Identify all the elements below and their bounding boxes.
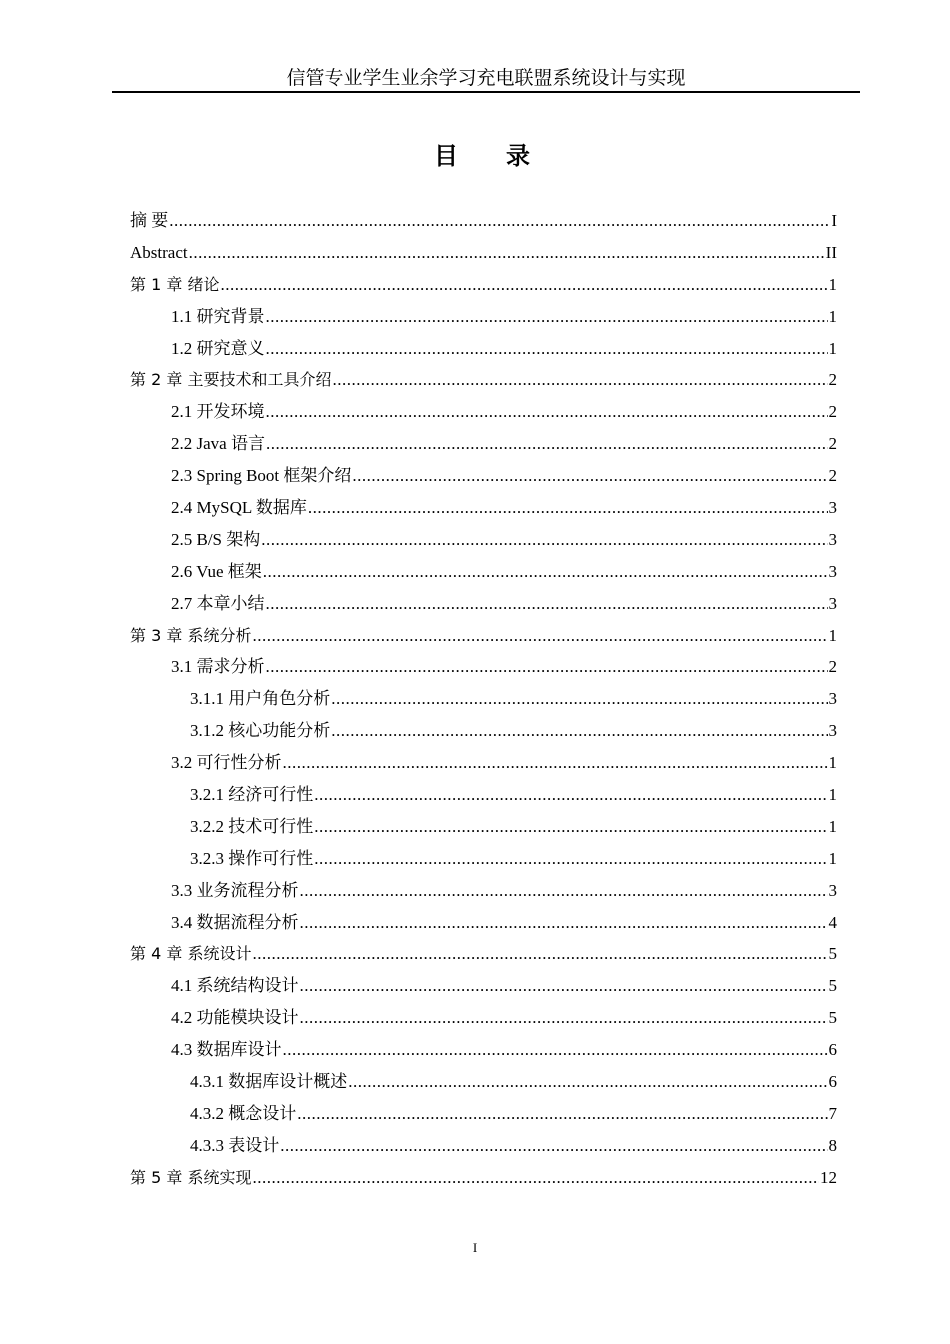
toc-entry[interactable] [130, 1100, 837, 1132]
toc-entry[interactable] [130, 398, 837, 430]
toc-entry-page: 12 [820, 1167, 837, 1187]
toc-entry-page: 5 [828, 944, 837, 964]
dot-leader [252, 940, 827, 968]
toc-entry-label: 3.1.1 用户角色分析 [190, 689, 331, 709]
toc-entry[interactable] [130, 303, 837, 335]
toc-entry-page: 8 [828, 1135, 837, 1155]
dot-leader [348, 1068, 827, 1096]
dot-leader [252, 622, 827, 650]
toc-entry-page: II [825, 242, 837, 262]
toc-entry[interactable] [130, 749, 837, 781]
table-of-contents [130, 207, 837, 1196]
toc-entry-label: 4.3 数据库设计 [171, 1040, 282, 1060]
dot-leader [220, 271, 827, 299]
toc-entry-label: 第 5 章 系统实现 [130, 1167, 252, 1187]
toc-entry-page: 6 [828, 1072, 837, 1092]
toc-entry-label: 第 1 章 绪论 [130, 274, 220, 294]
toc-entry-label: 3.2.2 技术可行性 [190, 816, 314, 836]
toc-entry[interactable] [130, 845, 837, 877]
toc-entry-label: 2.7 本章小结 [171, 593, 265, 613]
toc-entry[interactable] [130, 494, 837, 526]
header-rule [112, 91, 860, 93]
dot-leader [266, 335, 828, 363]
toc-entry-label: 3.2.1 经济可行性 [190, 785, 314, 805]
toc-entry-label: 摘 要 [130, 211, 169, 230]
toc-entry-page: 1 [828, 625, 837, 645]
toc-entry-label: 1.1 研究背景 [171, 306, 265, 326]
toc-entry-label: 第 2 章 主要技术和工具介绍 [130, 370, 332, 390]
toc-entry[interactable] [130, 558, 837, 590]
dot-leader [283, 1036, 828, 1064]
toc-entry-label: 2.4 MySQL 数据库 [171, 498, 307, 518]
toc-chapter-entry[interactable] [130, 622, 837, 654]
dot-leader [314, 781, 827, 809]
toc-entry-label: 3.2.3 操作可行性 [190, 848, 314, 868]
toc-entry-page: 7 [828, 1103, 837, 1123]
toc-entry-page: 1 [828, 274, 837, 294]
toc-entry-page: 1 [828, 753, 837, 773]
toc-entry[interactable] [130, 972, 837, 1004]
toc-entry-page: 5 [828, 976, 837, 996]
toc-entry-label: 4.3.3 表设计 [190, 1135, 280, 1155]
dot-leader [266, 303, 828, 331]
dot-leader [283, 749, 828, 777]
toc-entry-label: 4.3.1 数据库设计概述 [190, 1072, 348, 1092]
dot-leader [300, 909, 828, 937]
toc-entry-label: 2.3 Spring Boot 框架介绍 [171, 466, 352, 486]
toc-entry[interactable] [130, 1068, 837, 1100]
dot-leader [314, 845, 827, 873]
toc-entry[interactable] [130, 877, 837, 909]
dot-leader [266, 653, 828, 681]
toc-entry-page: 5 [828, 1008, 837, 1028]
running-header: 信管专业学生业余学习充电联盟系统设计与实现 [286, 68, 686, 89]
dot-leader [263, 558, 828, 586]
toc-entry-label: 3.3 业务流程分析 [171, 880, 299, 900]
toc-entry-page: 3 [828, 561, 837, 581]
toc-entry-page: 1 [828, 306, 837, 326]
toc-entry-label: 3.4 数据流程分析 [171, 912, 299, 932]
dot-leader [252, 1164, 819, 1192]
toc-entry-page: 1 [828, 338, 837, 358]
toc-entry-page: 3 [828, 880, 837, 900]
toc-entry-page: 2 [828, 657, 837, 677]
toc-entry-label: 4.3.2 概念设计 [190, 1103, 297, 1123]
toc-entry-page: 2 [828, 466, 837, 486]
toc-entry[interactable] [130, 1132, 837, 1164]
dot-leader [300, 1004, 828, 1032]
toc-entry-page: 3 [828, 721, 837, 741]
toc-entry-label: 3.1 需求分析 [171, 657, 265, 677]
toc-entry-label: 3.1.2 核心功能分析 [190, 721, 331, 741]
dot-leader [266, 398, 828, 426]
toc-entry-label: 4.1 系统结构设计 [171, 976, 299, 996]
toc-entry-label: 4.2 功能模块设计 [171, 1008, 299, 1028]
toc-entry-page: 2 [828, 402, 837, 422]
toc-entry[interactable] [130, 207, 837, 239]
dot-leader [314, 813, 827, 841]
toc-chapter-entry[interactable] [130, 1164, 837, 1196]
dot-leader [266, 590, 828, 618]
toc-entry-label: Abstract [130, 242, 188, 262]
toc-entry-label: 2.1 开发环境 [171, 402, 265, 422]
toc-entry[interactable] [130, 239, 837, 271]
toc-entry-label: 2.5 B/S 架构 [171, 529, 261, 549]
toc-chapter-entry[interactable] [130, 271, 837, 303]
toc-entry[interactable] [130, 335, 837, 367]
toc-entry-page: 2 [828, 434, 837, 454]
toc-entry[interactable] [130, 526, 837, 558]
page-number: I [472, 1240, 478, 1255]
toc-entry-page: 3 [828, 498, 837, 518]
dot-leader [308, 494, 828, 522]
toc-entry-label: 2.6 Vue 框架 [171, 561, 262, 581]
toc-chapter-entry[interactable] [130, 366, 837, 398]
dot-leader [300, 972, 828, 1000]
dot-leader [300, 877, 828, 905]
dot-leader [332, 366, 827, 394]
dot-leader [266, 430, 828, 458]
toc-entry[interactable] [130, 430, 837, 462]
toc-entry[interactable] [130, 1036, 837, 1068]
toc-entry[interactable] [130, 909, 837, 941]
toc-entry-page: 1 [828, 816, 837, 836]
toc-entry-page: I [831, 211, 837, 230]
toc-entry-page: 2 [828, 370, 837, 390]
toc-entry[interactable] [130, 717, 837, 749]
toc-entry[interactable] [130, 590, 837, 622]
toc-entry[interactable] [130, 462, 837, 494]
dot-leader [331, 685, 827, 713]
dot-leader [280, 1132, 827, 1160]
toc-entry-page: 1 [828, 785, 837, 805]
dot-leader [297, 1100, 827, 1128]
dot-leader [352, 462, 827, 490]
toc-entry-page: 1 [828, 848, 837, 868]
toc-entry-page: 6 [828, 1040, 837, 1060]
dot-leader [169, 207, 830, 235]
dot-leader [331, 717, 827, 745]
toc-entry[interactable] [130, 685, 837, 717]
toc-chapter-entry[interactable] [130, 940, 837, 972]
toc-entry-page: 3 [828, 689, 837, 709]
toc-entry[interactable] [130, 813, 837, 845]
toc-entry[interactable] [130, 781, 837, 813]
toc-entry-label: 第 3 章 系统分析 [130, 625, 252, 645]
dot-leader [261, 526, 827, 554]
toc-entry-label: 1.2 研究意义 [171, 338, 265, 358]
page-title: 目录 [434, 142, 578, 170]
toc-entry-page: 4 [828, 912, 837, 932]
toc-entry-label: 2.2 Java 语言 [171, 434, 265, 454]
toc-entry[interactable] [130, 653, 837, 685]
toc-entry-page: 3 [828, 593, 837, 613]
toc-entry[interactable] [130, 1004, 837, 1036]
dot-leader [189, 239, 825, 267]
toc-entry-label: 第 4 章 系统设计 [130, 944, 252, 964]
toc-entry-label: 3.2 可行性分析 [171, 753, 282, 773]
toc-entry-page: 3 [828, 529, 837, 549]
